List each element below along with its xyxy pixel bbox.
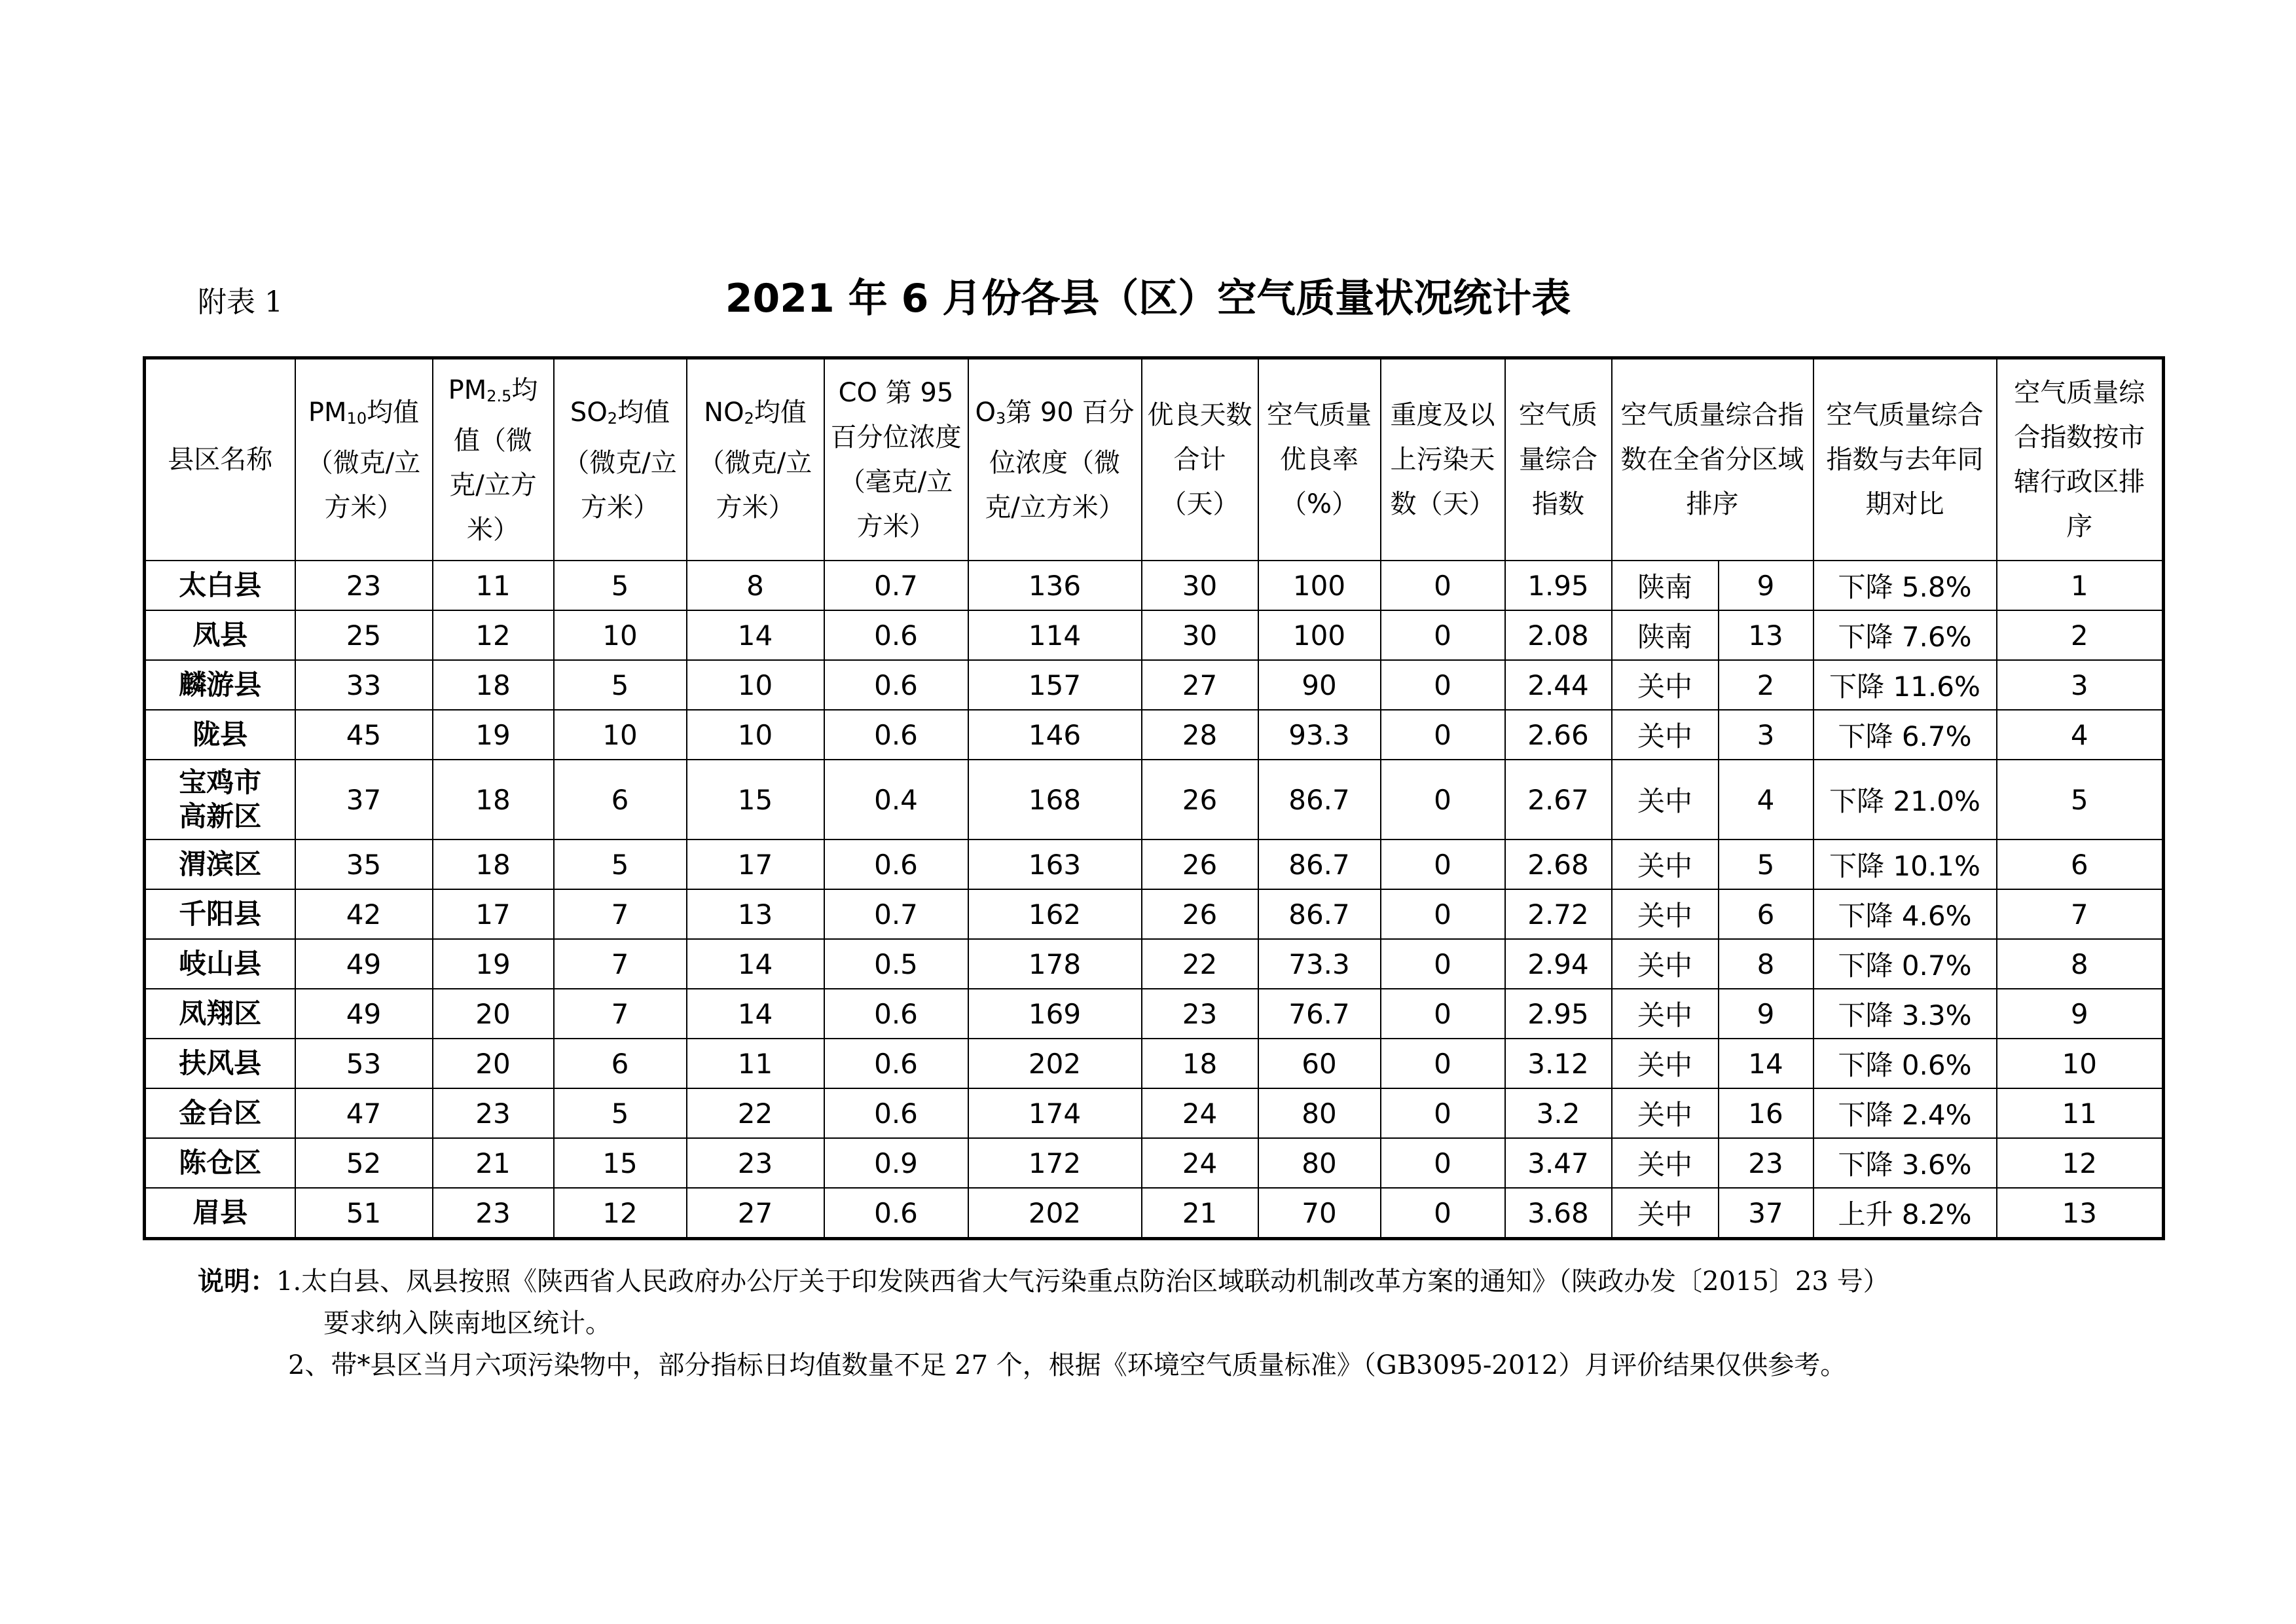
cell-county: 金台区	[145, 1088, 295, 1138]
cell-good-rate: 80	[1258, 1138, 1381, 1188]
header-row	[145, 358, 2164, 561]
cell-o3: 168	[968, 760, 1142, 840]
cell-pm25: 17	[433, 889, 554, 939]
cell-good-rate: 80	[1258, 1088, 1381, 1138]
cell-region: 陕南	[1612, 561, 1719, 610]
col-county: 县区名称	[145, 358, 295, 561]
cell-co: 0.6	[824, 660, 968, 710]
cell-aqi: 1.95	[1505, 561, 1612, 610]
col-yoy: 空气质量综合指数与去年同期对比	[1813, 358, 1997, 561]
cell-region: 陕南	[1612, 610, 1719, 660]
cell-pm10: 42	[295, 889, 433, 939]
cell-yoy: 上升 8.2%	[1813, 1188, 1997, 1239]
cell-yoy: 下降 6.7%	[1813, 710, 1997, 760]
table-row	[145, 1088, 2164, 1138]
cell-province-rank: 8	[1719, 939, 1813, 989]
cell-yoy: 下降 0.7%	[1813, 939, 1997, 989]
cell-so2: 6	[554, 760, 687, 840]
cell-aqi: 2.66	[1505, 710, 1612, 760]
cell-pm25: 18	[433, 840, 554, 889]
cell-province-rank: 5	[1719, 840, 1813, 889]
col-o3: $O_3$第 90 百分位浓度（微克/立方米）	[968, 358, 1142, 561]
cell-aqi: 2.44	[1505, 660, 1612, 710]
cell-heavy-days: 0	[1381, 1039, 1505, 1088]
cell-province-rank: 14	[1719, 1039, 1813, 1088]
cell-province-rank: 6	[1719, 889, 1813, 939]
cell-heavy-days: 0	[1381, 1138, 1505, 1188]
cell-pm10: 23	[295, 561, 433, 610]
cell-pm25: 23	[433, 1188, 554, 1239]
col-co: CO 第 95 百分位浓度（毫克/立方米）	[824, 358, 968, 561]
cell-region: 关中	[1612, 1188, 1719, 1239]
cell-good-rate: 73.3	[1258, 939, 1381, 989]
cell-yoy: 下降 0.6%	[1813, 1039, 1997, 1088]
cell-so2: 5	[554, 561, 687, 610]
cell-no2: 23	[687, 1138, 824, 1188]
cell-city-rank: 6	[1997, 840, 2164, 889]
page-title: 2021 年 6 月份各县（区）空气质量状况统计表	[725, 276, 1571, 322]
cell-no2: 17	[687, 840, 824, 889]
cell-yoy: 下降 10.1%	[1813, 840, 1997, 889]
cell-so2: 5	[554, 840, 687, 889]
cell-province-rank: 13	[1719, 610, 1813, 660]
cell-co: 0.6	[824, 989, 968, 1039]
table-row	[145, 840, 2164, 889]
cell-co: 0.6	[824, 1088, 968, 1138]
cell-good-days: 23	[1142, 989, 1258, 1039]
cell-pm10: 47	[295, 1088, 433, 1138]
cell-good-days: 21	[1142, 1188, 1258, 1239]
cell-province-rank: 4	[1719, 760, 1813, 840]
cell-county: 凤翔区	[145, 989, 295, 1039]
table-row	[145, 1188, 2164, 1239]
cell-good-rate: 86.7	[1258, 760, 1381, 840]
col-aqi: 空气质量综合指数	[1505, 358, 1612, 561]
cell-yoy: 下降 2.4%	[1813, 1088, 1997, 1138]
cell-pm10: 51	[295, 1188, 433, 1239]
cell-no2: 14	[687, 989, 824, 1039]
cell-o3: 162	[968, 889, 1142, 939]
cell-pm25: 21	[433, 1138, 554, 1188]
cell-province-rank: 9	[1719, 561, 1813, 610]
cell-good-rate: 70	[1258, 1188, 1381, 1239]
cell-city-rank: 2	[1997, 610, 2164, 660]
cell-o3: 169	[968, 989, 1142, 1039]
cell-county: 千阳县	[145, 889, 295, 939]
cell-aqi: 3.47	[1505, 1138, 1612, 1188]
cell-co: 0.6	[824, 1039, 968, 1088]
cell-good-days: 24	[1142, 1088, 1258, 1138]
cell-yoy: 下降 11.6%	[1813, 660, 1997, 710]
cell-heavy-days: 0	[1381, 1188, 1505, 1239]
cell-region: 关中	[1612, 1088, 1719, 1138]
cell-good-days: 26	[1142, 889, 1258, 939]
cell-heavy-days: 0	[1381, 561, 1505, 610]
cell-good-days: 26	[1142, 840, 1258, 889]
cell-county: 渭滨区	[145, 840, 295, 889]
cell-pm25: 23	[433, 1088, 554, 1138]
cell-county: 凤县	[145, 610, 295, 660]
cell-aqi: 2.68	[1505, 840, 1612, 889]
cell-o3: 163	[968, 840, 1142, 889]
cell-good-rate: 90	[1258, 660, 1381, 710]
col-no2: $NO_2$均值（微克/立方米）	[687, 358, 824, 561]
cell-province-rank: 23	[1719, 1138, 1813, 1188]
cell-city-rank: 10	[1997, 1039, 2164, 1088]
cell-yoy: 下降 3.6%	[1813, 1138, 1997, 1188]
cell-o3: 136	[968, 561, 1142, 610]
cell-pm10: 49	[295, 989, 433, 1039]
table-row	[145, 710, 2164, 760]
table-row	[145, 561, 2164, 610]
note-2: 2、带*县区当月六项污染物中，部分指标日均值数量不足 27 个，根据《环境空气质量标准》（GB3095-2012）月评价结果仅供参考。	[288, 1350, 1847, 1380]
col-good-rate: 空气质量优良率（%）	[1258, 358, 1381, 561]
cell-city-rank: 9	[1997, 989, 2164, 1039]
cell-region: 关中	[1612, 760, 1719, 840]
notes	[198, 1261, 2162, 1386]
cell-pm10: 37	[295, 760, 433, 840]
cell-county: 太白县	[145, 561, 295, 610]
cell-county: 岐山县	[145, 939, 295, 989]
col-so2: $SO_2$均值（微克/立方米）	[554, 358, 687, 561]
cell-so2: 10	[554, 710, 687, 760]
cell-o3: 202	[968, 1039, 1142, 1088]
cell-good-rate: 76.7	[1258, 989, 1381, 1039]
cell-co: 0.6	[824, 840, 968, 889]
cell-heavy-days: 0	[1381, 610, 1505, 660]
cell-heavy-days: 0	[1381, 889, 1505, 939]
cell-co: 0.6	[824, 610, 968, 660]
cell-heavy-days: 0	[1381, 710, 1505, 760]
cell-region: 关中	[1612, 710, 1719, 760]
cell-pm10: 49	[295, 939, 433, 989]
cell-pm10: 52	[295, 1138, 433, 1188]
table-row	[145, 1039, 2164, 1088]
cell-so2: 7	[554, 939, 687, 989]
cell-no2: 14	[687, 939, 824, 989]
cell-aqi: 2.72	[1505, 889, 1612, 939]
cell-pm25: 19	[433, 710, 554, 760]
table-row	[145, 610, 2164, 660]
cell-no2: 27	[687, 1188, 824, 1239]
cell-good-days: 24	[1142, 1138, 1258, 1188]
cell-heavy-days: 0	[1381, 760, 1505, 840]
cell-so2: 6	[554, 1039, 687, 1088]
cell-co: 0.9	[824, 1138, 968, 1188]
cell-good-rate: 60	[1258, 1039, 1381, 1088]
cell-so2: 10	[554, 610, 687, 660]
note-1-continuation: 要求纳入陕南地区统计。	[323, 1308, 611, 1338]
col-pm10: $PM_{10}$均值（微克/立方米）	[295, 358, 433, 561]
cell-pm10: 53	[295, 1039, 433, 1088]
table-row	[145, 989, 2164, 1039]
cell-pm25: 20	[433, 989, 554, 1039]
cell-province-rank: 3	[1719, 710, 1813, 760]
cell-o3: 178	[968, 939, 1142, 989]
cell-aqi: 3.12	[1505, 1039, 1612, 1088]
cell-good-days: 30	[1142, 610, 1258, 660]
cell-good-days: 18	[1142, 1039, 1258, 1088]
col-pm25: $PM_{2.5}$均值（微克/立方米）	[433, 358, 554, 561]
cell-region: 关中	[1612, 1138, 1719, 1188]
cell-aqi: 3.2	[1505, 1088, 1612, 1138]
cell-good-rate: 86.7	[1258, 889, 1381, 939]
cell-pm25: 11	[433, 561, 554, 610]
table-row	[145, 939, 2164, 989]
cell-city-rank: 3	[1997, 660, 2164, 710]
cell-region: 关中	[1612, 1039, 1719, 1088]
cell-pm10: 25	[295, 610, 433, 660]
cell-province-rank: 9	[1719, 989, 1813, 1039]
cell-city-rank: 7	[1997, 889, 2164, 939]
cell-good-days: 27	[1142, 660, 1258, 710]
cell-o3: 146	[968, 710, 1142, 760]
cell-good-days: 30	[1142, 561, 1258, 610]
cell-region: 关中	[1612, 939, 1719, 989]
table-row	[145, 889, 2164, 939]
cell-so2: 7	[554, 889, 687, 939]
cell-county: 陇县	[145, 710, 295, 760]
cell-o3: 114	[968, 610, 1142, 660]
col-province-rank: 空气质量综合指数在全省分区域排序	[1612, 358, 1813, 561]
cell-city-rank: 11	[1997, 1088, 2164, 1138]
cell-aqi: 2.95	[1505, 989, 1612, 1039]
cell-pm25: 20	[433, 1039, 554, 1088]
cell-good-rate: 100	[1258, 561, 1381, 610]
cell-province-rank: 2	[1719, 660, 1813, 710]
cell-heavy-days: 0	[1381, 1088, 1505, 1138]
cell-aqi: 2.67	[1505, 760, 1612, 840]
table-row	[145, 660, 2164, 710]
cell-city-rank: 13	[1997, 1188, 2164, 1239]
cell-co: 0.6	[824, 710, 968, 760]
cell-region: 关中	[1612, 889, 1719, 939]
cell-no2: 15	[687, 760, 824, 840]
cell-region: 关中	[1612, 840, 1719, 889]
cell-o3: 202	[968, 1188, 1142, 1239]
cell-pm10: 45	[295, 710, 433, 760]
cell-no2: 10	[687, 660, 824, 710]
cell-co: 0.4	[824, 760, 968, 840]
cell-province-rank: 16	[1719, 1088, 1813, 1138]
cell-aqi: 3.68	[1505, 1188, 1612, 1239]
cell-heavy-days: 0	[1381, 939, 1505, 989]
cell-co: 0.7	[824, 561, 968, 610]
cell-city-rank: 8	[1997, 939, 2164, 989]
note-1: 1.太白县、凤县按照《陕西省人民政府办公厅关于印发陕西省大气污染重点防治区域联动机制改革方案的通知》（陕政办发〔2015〕23 号）	[276, 1266, 1889, 1297]
notes-label: 说明：	[198, 1266, 276, 1297]
cell-city-rank: 1	[1997, 561, 2164, 610]
col-good-days: 优良天数合计（天）	[1142, 358, 1258, 561]
col-city-rank: 空气质量综合指数按市辖行政区排序	[1997, 358, 2164, 561]
cell-good-days: 26	[1142, 760, 1258, 840]
table-row	[145, 1138, 2164, 1188]
cell-good-rate: 100	[1258, 610, 1381, 660]
cell-no2: 8	[687, 561, 824, 610]
cell-o3: 174	[968, 1088, 1142, 1138]
cell-yoy: 下降 3.3%	[1813, 989, 1997, 1039]
cell-no2: 10	[687, 710, 824, 760]
air-quality-table	[143, 356, 2165, 1240]
cell-yoy: 下降 5.8%	[1813, 561, 1997, 610]
cell-county: 眉县	[145, 1188, 295, 1239]
cell-heavy-days: 0	[1381, 840, 1505, 889]
cell-city-rank: 5	[1997, 760, 2164, 840]
cell-no2: 22	[687, 1088, 824, 1138]
cell-yoy: 下降 21.0%	[1813, 760, 1997, 840]
cell-o3: 172	[968, 1138, 1142, 1188]
cell-pm10: 35	[295, 840, 433, 889]
cell-pm25: 18	[433, 660, 554, 710]
cell-pm25: 18	[433, 760, 554, 840]
cell-yoy: 下降 7.6%	[1813, 610, 1997, 660]
cell-no2: 14	[687, 610, 824, 660]
cell-county: 宝鸡市高新区	[145, 760, 295, 840]
cell-region: 关中	[1612, 660, 1719, 710]
cell-county: 麟游县	[145, 660, 295, 710]
cell-yoy: 下降 4.6%	[1813, 889, 1997, 939]
cell-so2: 15	[554, 1138, 687, 1188]
cell-o3: 157	[968, 660, 1142, 710]
cell-co: 0.7	[824, 889, 968, 939]
cell-good-rate: 93.3	[1258, 710, 1381, 760]
cell-pm25: 12	[433, 610, 554, 660]
table-row	[145, 760, 2164, 840]
cell-so2: 5	[554, 660, 687, 710]
col-heavy-days: 重度及以上污染天数（天）	[1381, 358, 1505, 561]
cell-region: 关中	[1612, 989, 1719, 1039]
cell-pm10: 33	[295, 660, 433, 710]
cell-county: 扶风县	[145, 1039, 295, 1088]
cell-aqi: 2.94	[1505, 939, 1612, 989]
cell-so2: 12	[554, 1188, 687, 1239]
cell-co: 0.5	[824, 939, 968, 989]
cell-heavy-days: 0	[1381, 660, 1505, 710]
cell-co: 0.6	[824, 1188, 968, 1239]
cell-pm25: 19	[433, 939, 554, 989]
cell-no2: 11	[687, 1039, 824, 1088]
cell-no2: 13	[687, 889, 824, 939]
cell-good-rate: 86.7	[1258, 840, 1381, 889]
cell-county: 陈仓区	[145, 1138, 295, 1188]
cell-so2: 7	[554, 989, 687, 1039]
cell-city-rank: 12	[1997, 1138, 2164, 1188]
cell-heavy-days: 0	[1381, 989, 1505, 1039]
cell-city-rank: 4	[1997, 710, 2164, 760]
cell-so2: 5	[554, 1088, 687, 1138]
cell-good-days: 22	[1142, 939, 1258, 989]
cell-good-days: 28	[1142, 710, 1258, 760]
cell-province-rank: 37	[1719, 1188, 1813, 1239]
cell-aqi: 2.08	[1505, 610, 1612, 660]
annex-label: 附表 1	[198, 286, 283, 319]
